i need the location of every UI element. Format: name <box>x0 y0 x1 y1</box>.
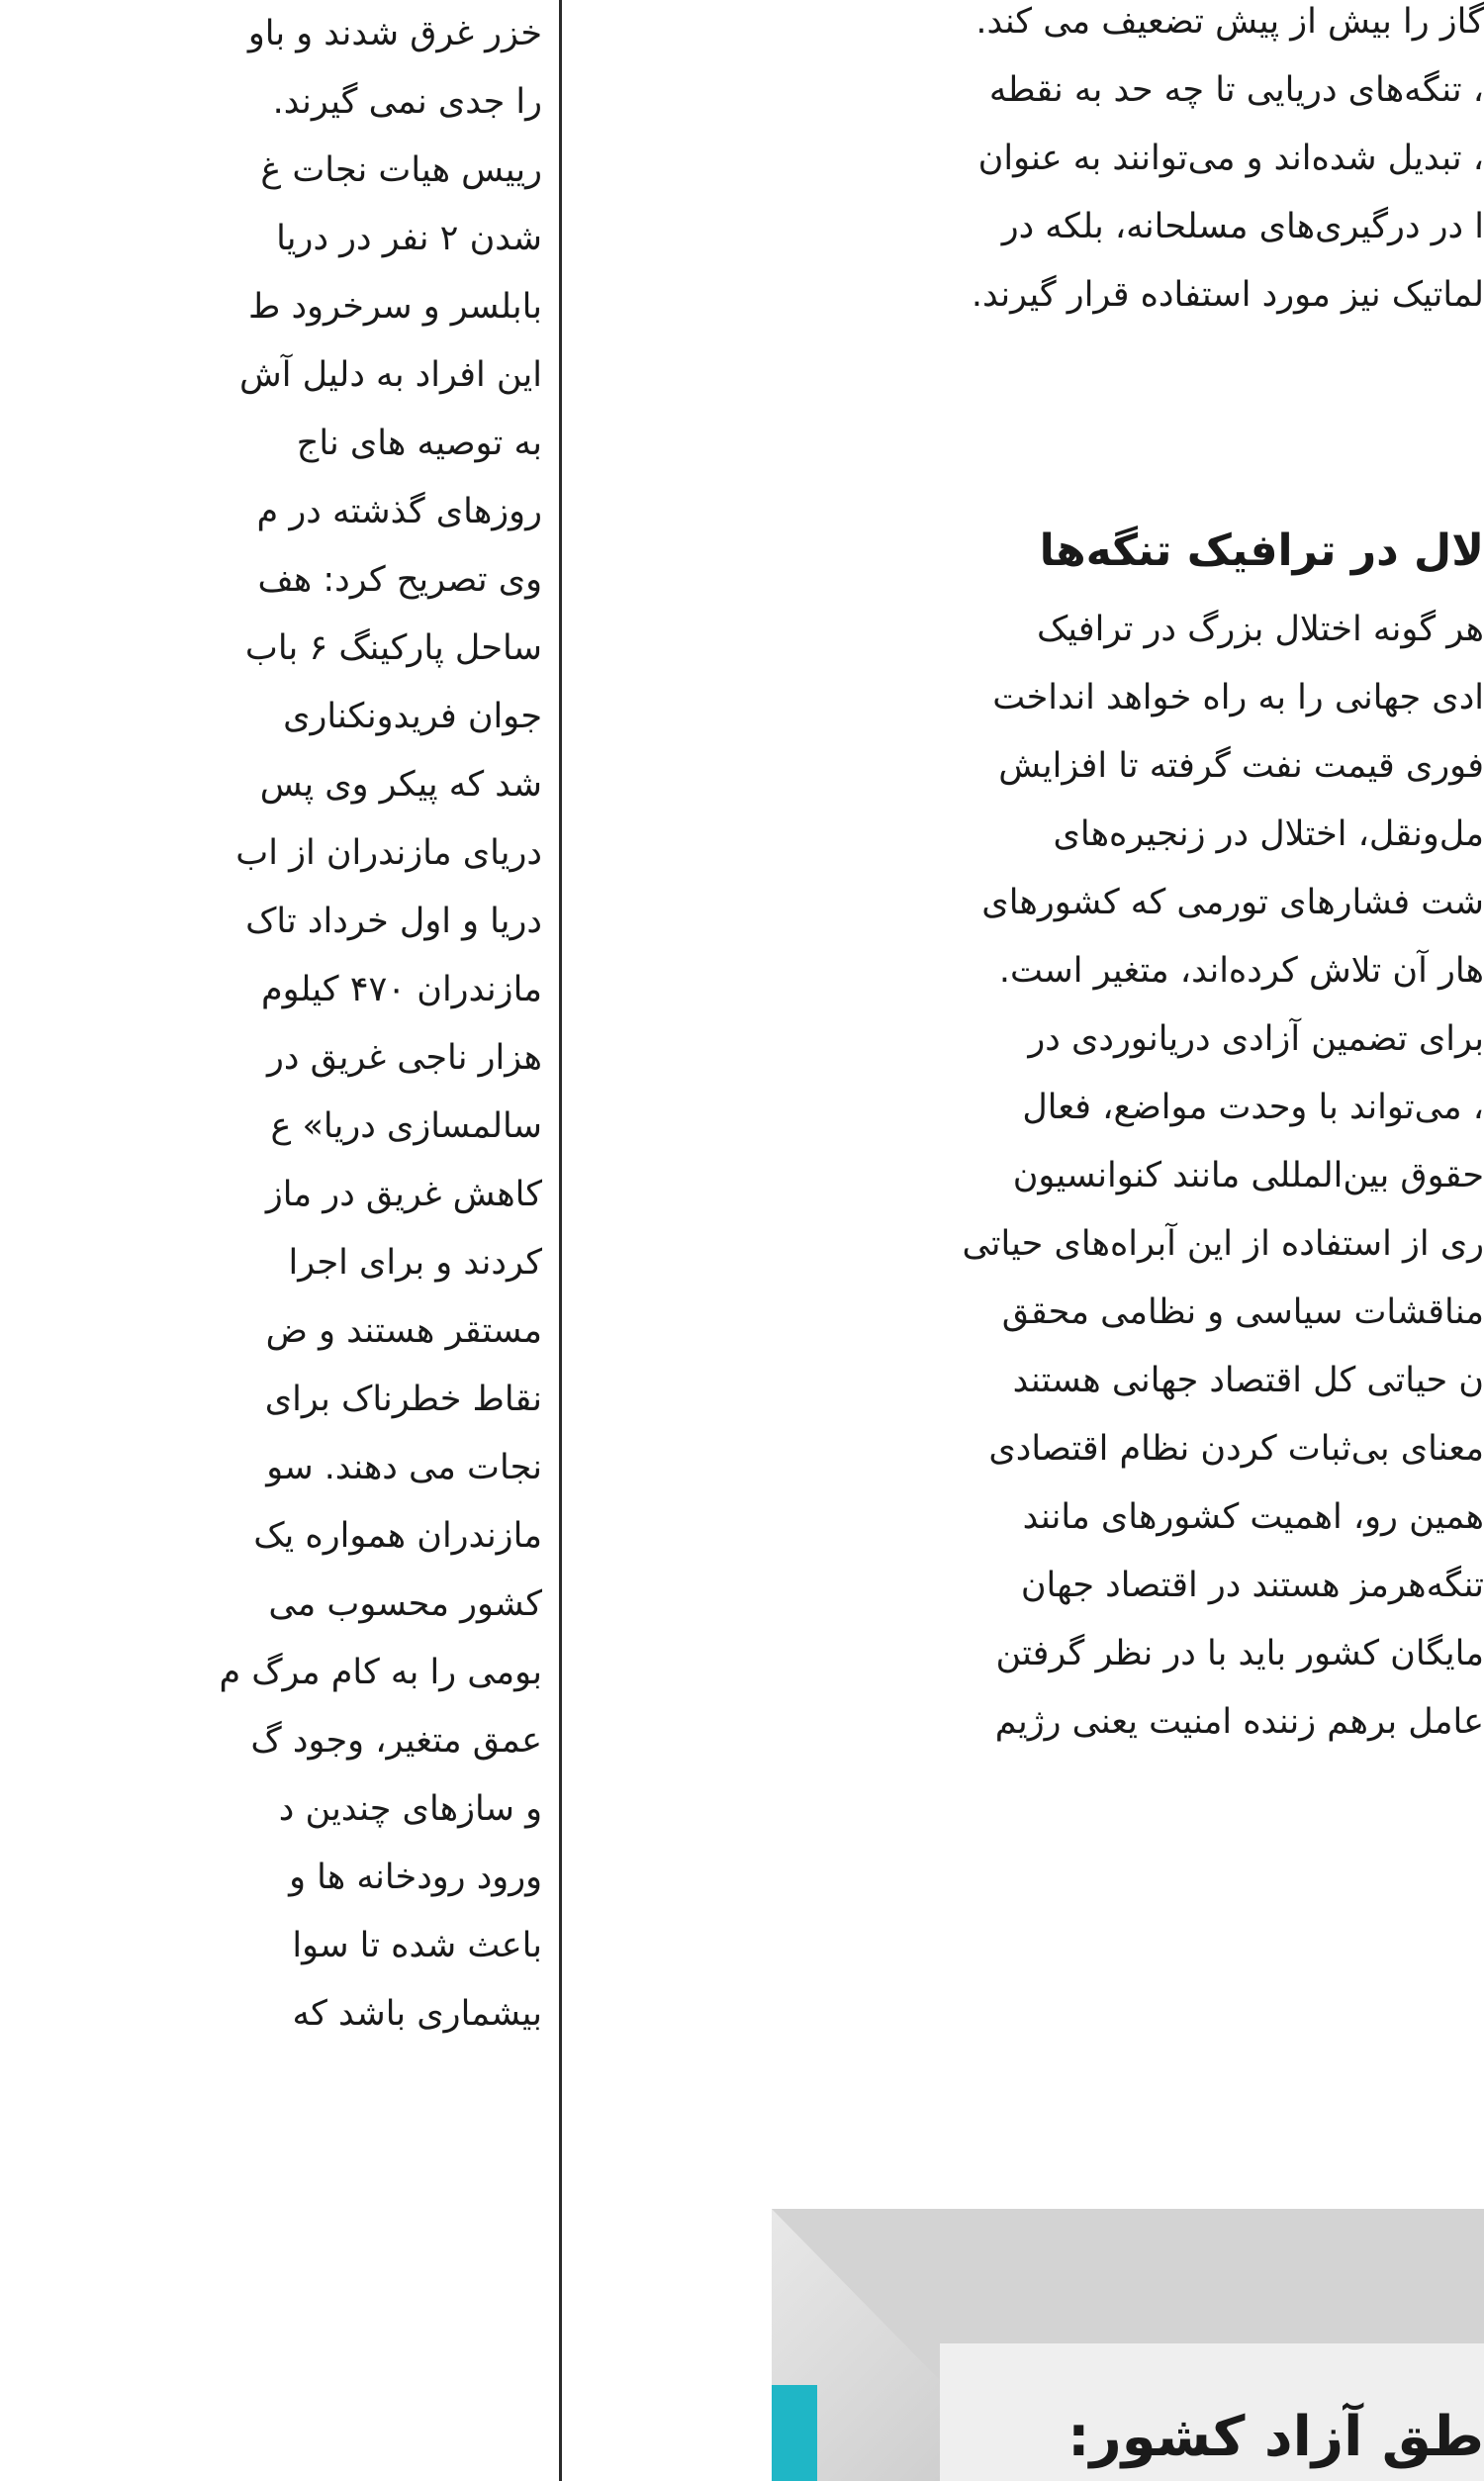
right-column-body-line: مناقشات سیاسی و نظامی محقق <box>1001 1292 1484 1332</box>
left-column-line: کاهش غریق در ماز <box>265 1175 542 1214</box>
left-column-line: کشور محسوب می <box>268 1584 542 1624</box>
right-column-body <box>752 596 1484 1757</box>
left-column-line: نجات می دهند. سو <box>266 1448 542 1487</box>
right-column-body-line: هر گونه اختلال بزرگ در ترافیک <box>1036 610 1484 649</box>
left-column-line: رییس هیات نجات غ <box>260 150 542 190</box>
right-column-body-line: مایگان کشور باید با در نظر گرفتن <box>995 1634 1484 1673</box>
right-column-body-line: مل‌ونقل، اختلال در زنجیره‌های <box>1053 814 1484 854</box>
right-column-body-line: حقوق بین‌المللی مانند کنوانسیون <box>1012 1156 1484 1195</box>
sidebar-box-title: طق آزاد کشور: <box>1067 2405 1484 2469</box>
right-column-body-line: برای تضمین آزادی دریانوردی در <box>1028 1019 1484 1059</box>
left-column-line: بومی را به کام مرگ م <box>219 1653 542 1692</box>
right-column-top <box>752 0 1484 330</box>
right-column-body-line: ، می‌تواند با وحدت مواضع، فعال <box>1022 1088 1484 1127</box>
right-column-body-line: ری از استفاده از این آبراه‌های حیاتی <box>962 1224 1484 1264</box>
left-column-line: شد که پیکر وی پس <box>259 765 542 805</box>
left-column-line: باعث شده تا سوا <box>292 1926 542 1965</box>
right-column-body-line: شت فشارهای تورمی که کشورهای <box>981 883 1484 922</box>
right-column-body-line: ن حیاتی کل اقتصاد جهانی هستند <box>1012 1361 1484 1400</box>
section-heading: لال در ترافیک تنگه‌ها <box>1039 525 1484 576</box>
column-divider <box>559 0 562 2481</box>
left-column-line: به توصیه های ناج <box>296 424 542 463</box>
left-column <box>0 0 542 2049</box>
sidebar-box-accent <box>772 2385 817 2481</box>
left-column-line: مازندران همواره یک <box>253 1516 542 1556</box>
left-column-line: کردند و برای اجرا <box>288 1243 542 1283</box>
right-column-top-line: ، تنگه‌های دریایی تا چه حد به نقطه <box>988 70 1484 110</box>
left-column-line: بیشماری باشد که <box>292 1994 542 2034</box>
left-column-line: مازندران ۴۷۰ کیلوم <box>261 970 542 1009</box>
left-column-line: را جدی نمی گیرند. <box>272 82 542 122</box>
right-column-top-line: ، تبدیل شده‌اند و می‌توانند به عنوان <box>977 139 1484 178</box>
left-column-line: این افراد به دلیل آش <box>239 355 542 395</box>
left-column-line: وی تصریح کرد: هف <box>257 560 542 600</box>
left-column-line: روزهای گذشته در م <box>256 492 542 531</box>
right-column-body-line: معنای بی‌ثبات کردن نظام اقتصادی <box>988 1429 1484 1469</box>
right-column-body-line: فوری قیمت نفت گرفته تا افزایش <box>998 746 1484 786</box>
left-column-line: خزر غرق شدند و باو <box>247 14 542 53</box>
right-column-top-line: لماتیک نیز مورد استفاده قرار گیرند. <box>971 275 1484 315</box>
right-column-top-line: ا در درگیری‌های مسلحانه، بلکه در <box>1001 207 1484 246</box>
left-column-line: نقاط خطرناک برای <box>264 1380 542 1419</box>
left-column-line: دریای مازندران از اب <box>235 833 542 873</box>
left-column-line: جوان فریدونکناری <box>283 697 542 736</box>
left-column-line: ساحل پارکینگ ۶ باب <box>244 628 542 668</box>
left-column-line: مستقر هستند و ض <box>265 1311 542 1351</box>
right-column-body-line: ادی جهانی را به راه خواهد انداخت <box>992 678 1484 717</box>
right-column-body-line: عامل برهم زننده امنیت یعنی رژیم <box>994 1702 1484 1742</box>
right-column-top-line: گاز را بیش از پیش تضعیف می کند. <box>975 2 1484 42</box>
left-column-line: ورود رودخانه ها و <box>289 1858 542 1897</box>
right-column-body-line: ِهار آن تلاش کرده‌اند، متغیر است. <box>998 951 1484 991</box>
left-column-line: دریا و اول خرداد تاک <box>245 902 542 941</box>
left-column-line: هزار ناجی غریق در <box>266 1038 542 1078</box>
left-column-line: بابلسر و سرخرود ط <box>248 287 542 327</box>
left-column-line: شدن ۲ نفر در دریا <box>276 219 542 258</box>
right-column-body-line: همین رو، اهمیت کشورهای مانند <box>1022 1497 1484 1537</box>
right-column-body-line: تنگه‌هرمز هستند در اقتصاد جهان <box>1020 1566 1484 1605</box>
left-column-line: عمق متغیر، وجود گ <box>250 1721 542 1761</box>
left-column-line: و سازهای چندین د <box>278 1789 542 1829</box>
left-column-line: سالمسازی دریا» ع <box>270 1106 542 1146</box>
